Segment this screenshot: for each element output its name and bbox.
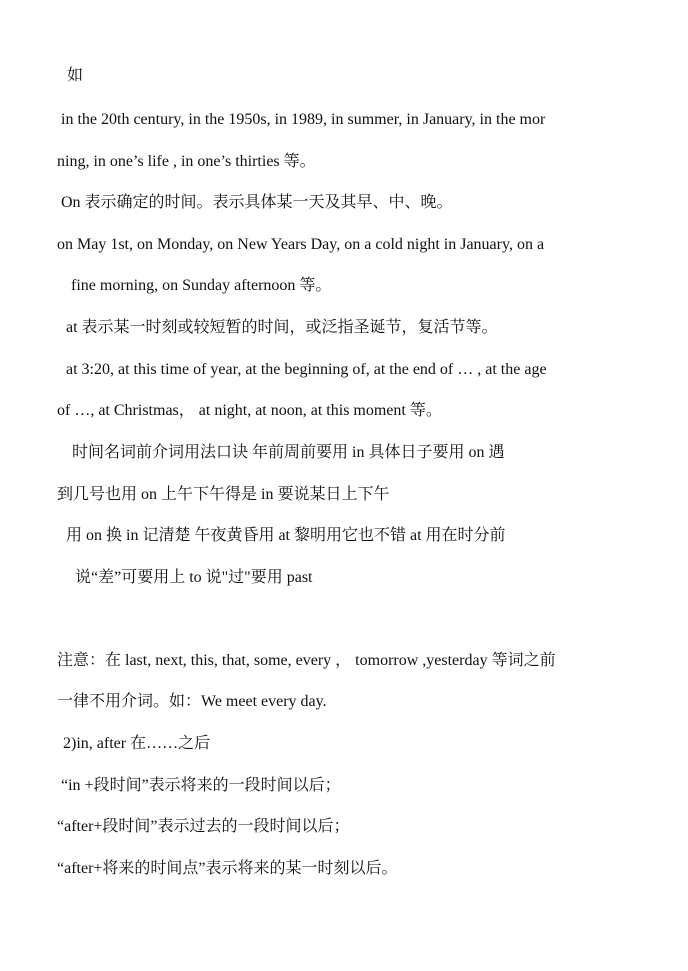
text-line-11: 到几号也用 on 上午下午得是 in 要说某日上下午 [57,486,390,503]
text-line-4: On 表示确定的时间。表示具体某一天及其早、中、晚。 [61,194,453,211]
text-line-3: ning, in one’s life , in one’s thirties 等。 [57,153,316,170]
text-line-5: on May 1st, on Monday, on New Years Day, on a cold night in January, on a [57,236,545,253]
text-line-2: in the 20th century, in the 1950s, in 1989, in summer, in January, in the mor [61,111,546,128]
text-line-16: 2)in, after 在……之后 [63,735,211,752]
text-line-18: “after+段时间”表示过去的一段时间以后； [57,818,350,835]
text-line-17: “in +段时间”表示将来的一段时间以后； [61,777,341,794]
text-line-12: 用 on 换 in 记清楚 午夜黄昏用 at 黎明用它也不错 at 用在时分前 [66,527,506,544]
text-line-6: fine morning, on Sunday afternoon 等。 [71,277,332,294]
text-line-19: “after+将来的时间点”表示将来的某一时刻以后。 [57,860,398,877]
text-line-7: at 表示某一时刻或较短暂的时间，或泛指圣诞节，复活节等。 [66,319,498,336]
text-line-15: 一律不用介词。如：We meet every day. [57,693,327,710]
text-line-8: at 3:20, at this time of year, at the beginning of, at the end of … , at the age [66,361,547,378]
text-line-1: 如 [67,67,84,84]
text-line-14: 注意：在 last, next, this, that, some, every ， tomorrow ,yesterday 等词之前 [57,652,556,669]
text-line-13: 说“差”可要用上 to 说"过"要用 past [75,569,313,586]
text-line-9: of …, at Christmas， at night, at noon, at this moment 等。 [57,402,442,419]
text-line-10: 时间名词前介词用法口诀 年前周前要用 in 具体日子要用 on 遇 [72,444,505,461]
